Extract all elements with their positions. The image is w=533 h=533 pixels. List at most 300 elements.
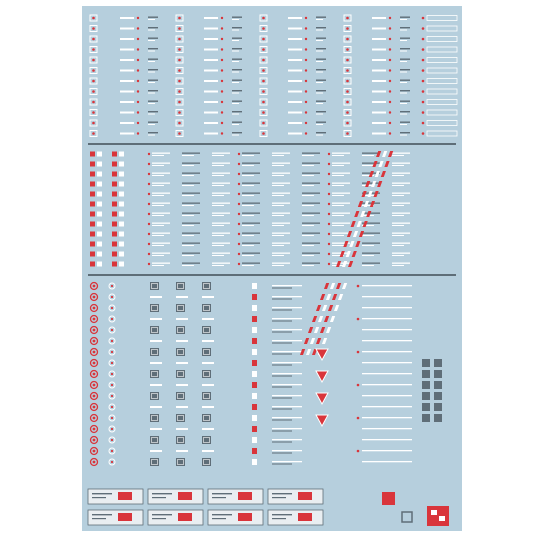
decal-text-line	[302, 175, 314, 176]
red-dot-icon	[92, 101, 95, 104]
red-tab-decal	[118, 513, 132, 521]
white-square-decal	[97, 202, 102, 207]
decal-text-line	[92, 493, 112, 494]
decal-text-line	[362, 406, 412, 407]
decal-text-line	[212, 195, 224, 196]
decal-text-line	[182, 263, 200, 264]
caution-stripe-icon	[367, 191, 372, 197]
red-tab-decal	[178, 492, 192, 500]
caution-stripe-icon	[355, 241, 360, 247]
red-square-decal	[90, 212, 95, 217]
decal-text-line	[148, 80, 158, 81]
decal-text-line	[272, 354, 292, 355]
decal-text-line	[400, 111, 410, 112]
red-square-decal	[90, 202, 95, 207]
decal-text-line	[302, 213, 320, 214]
red-dot-icon	[111, 329, 113, 331]
red-tab-decal	[298, 492, 312, 500]
red-dot-icon	[422, 80, 425, 83]
decal-text-line	[392, 215, 404, 216]
decal-text-line	[272, 173, 290, 174]
decal-text-line	[212, 253, 230, 254]
decal-text-line	[316, 72, 323, 73]
decal-text-line	[242, 215, 254, 216]
barcode-tag-icon	[422, 381, 430, 389]
red-tab-decal	[298, 513, 312, 521]
red-dot-icon	[346, 111, 349, 114]
red-dot-icon	[305, 17, 307, 19]
caution-stripe-icon	[304, 338, 309, 344]
decal-bar	[372, 91, 386, 93]
decal-text-line	[392, 255, 404, 256]
decal-text-line	[272, 384, 302, 385]
warning-triangle-icon	[316, 393, 328, 404]
decal-bar	[120, 17, 134, 19]
lower-decal-block	[91, 282, 443, 466]
caution-stripe-icon	[359, 231, 364, 237]
red-dot-icon	[238, 213, 240, 215]
decal-bar	[150, 384, 162, 386]
decal-text-line	[148, 124, 155, 125]
decal-text-line	[332, 163, 350, 164]
decal-text-line	[272, 417, 302, 418]
decal-text-line	[272, 343, 292, 344]
decal-text-line	[302, 225, 314, 226]
caution-stripe-icon	[364, 201, 369, 207]
caution-stripe-icon	[371, 181, 376, 187]
decal-text-line	[272, 225, 284, 226]
decal-bar	[120, 59, 134, 61]
decal-text-line	[302, 155, 314, 156]
red-dot-icon	[111, 439, 113, 441]
red-dot-icon	[148, 153, 150, 155]
red-dot-icon	[305, 69, 307, 71]
decal-text-line	[182, 215, 194, 216]
decal-text-line	[272, 321, 292, 322]
decal-text-line	[212, 518, 226, 519]
red-dot-icon	[328, 163, 330, 165]
decal-text-line	[302, 185, 314, 186]
white-square-decal	[119, 192, 124, 197]
decal-text-line	[362, 428, 412, 429]
decal-bar	[120, 70, 134, 72]
red-dot-icon	[262, 59, 265, 62]
red-dot-icon	[346, 59, 349, 62]
red-dot-icon	[111, 450, 113, 452]
red-dot-icon	[93, 340, 96, 343]
red-square-decal	[112, 252, 117, 257]
decal-text-line	[272, 265, 284, 266]
decal-text-line	[272, 409, 292, 410]
decal-text-line	[182, 195, 194, 196]
decal-text-line	[148, 61, 155, 62]
red-dot-icon	[262, 38, 265, 41]
decal-bar	[372, 112, 386, 114]
white-square-decal	[119, 252, 124, 257]
decal-text-line	[148, 135, 155, 136]
decal-text-line	[152, 245, 164, 246]
white-square-decal	[119, 182, 124, 187]
decal-text-line	[242, 225, 254, 226]
decal-text-line	[316, 114, 323, 115]
red-dot-icon	[137, 38, 139, 40]
decal-bar	[204, 17, 218, 19]
decal-bar	[120, 112, 134, 114]
red-dot-icon	[328, 193, 330, 195]
decal-text-line	[148, 40, 155, 41]
decal-bar	[202, 384, 214, 386]
caution-stripe-icon	[377, 181, 382, 187]
decal-text-line	[272, 185, 284, 186]
decal-text-line	[242, 193, 260, 194]
decal-text-line	[332, 215, 344, 216]
red-dot-icon	[148, 183, 150, 185]
red-square-decal	[90, 232, 95, 237]
red-dot-icon	[305, 90, 307, 92]
red-dot-icon	[137, 122, 139, 124]
caution-stripe-icon	[372, 161, 377, 167]
red-dot-icon	[262, 69, 265, 72]
decal-text-line	[232, 30, 239, 31]
decal-text-line	[392, 175, 404, 176]
red-dot-icon	[357, 351, 360, 354]
decal-bar	[288, 49, 302, 51]
red-dot-icon	[328, 263, 330, 265]
decal-text-line	[212, 215, 224, 216]
red-dot-icon	[238, 193, 240, 195]
decal-text-line	[400, 93, 407, 94]
decal-text-line	[148, 51, 155, 52]
decal-text-line	[272, 329, 302, 330]
barcode-tag-icon	[422, 403, 430, 411]
decal-text-line	[212, 165, 224, 166]
red-dot-icon	[137, 17, 139, 19]
decal-block	[252, 415, 257, 421]
red-dot-icon	[328, 253, 330, 255]
red-dot-icon	[221, 90, 223, 92]
decal-label-plate	[427, 79, 457, 84]
caution-stripe-icon	[316, 338, 321, 344]
decal-bar	[202, 340, 214, 342]
decal-text-line	[272, 215, 284, 216]
red-dot-icon	[93, 373, 96, 376]
barcode-tag-icon	[434, 381, 442, 389]
decal-block	[252, 327, 257, 333]
decal-text-line	[332, 193, 350, 194]
decal-bar	[288, 122, 302, 124]
decal-text-line	[212, 213, 230, 214]
decal-text-line	[212, 163, 230, 164]
decal-text-line	[400, 27, 410, 28]
decal-text-line	[212, 155, 224, 156]
decal-bar	[176, 428, 188, 430]
decal-text-line	[148, 30, 155, 31]
decal-text-line	[272, 453, 292, 454]
caution-stripe-icon	[338, 294, 343, 300]
logo-mark-icon	[402, 512, 412, 522]
red-dot-icon	[422, 111, 425, 114]
caution-stripe-icon	[326, 327, 331, 333]
red-dot-icon	[422, 90, 425, 93]
decal-text-line	[316, 93, 323, 94]
decal-label-plate	[427, 89, 457, 94]
decal-text-line	[400, 19, 407, 20]
warning-triangle-icon	[316, 415, 328, 426]
red-dot-icon	[389, 111, 391, 113]
decal-text-line	[392, 153, 410, 154]
red-dot-icon	[148, 233, 150, 235]
decal-bar	[372, 133, 386, 135]
decal-bar	[372, 17, 386, 19]
decal-text-line	[232, 135, 239, 136]
decal-text-line	[152, 493, 172, 494]
decal-text-line	[302, 243, 320, 244]
white-square-decal	[97, 262, 102, 267]
red-dot-icon	[111, 318, 113, 320]
decal-text-line	[302, 223, 320, 224]
decal-text-line	[272, 518, 286, 519]
decal-bar	[176, 296, 188, 298]
decal-text-line	[232, 48, 242, 49]
decal-text-line	[148, 82, 155, 83]
decal-text-line	[232, 90, 242, 91]
decal-text-line	[152, 155, 164, 156]
caution-stripe-icon	[342, 261, 347, 267]
red-dot-icon	[148, 173, 150, 175]
red-square-decal	[112, 192, 117, 197]
decal-text-line	[272, 205, 284, 206]
decal-bar	[202, 296, 214, 298]
decal-text-line	[272, 245, 284, 246]
caution-stripe-icon	[308, 327, 313, 333]
barcode-tag-icon	[422, 392, 430, 400]
decal-text-line	[212, 175, 224, 176]
decal-text-line	[272, 288, 292, 289]
decal-text-line	[148, 90, 158, 91]
decal-text-line	[272, 332, 292, 333]
decal-text-line	[400, 103, 407, 104]
decal-text-line	[148, 38, 158, 39]
decal-text-line	[272, 223, 290, 224]
decal-text-line	[362, 362, 412, 363]
red-dot-icon	[328, 243, 330, 245]
decal-label-plate	[427, 131, 457, 136]
decal-text-line	[232, 69, 242, 70]
decal-text-line	[242, 255, 254, 256]
decal-text-line	[272, 362, 302, 363]
decal-label-plate	[208, 489, 263, 504]
red-dot-icon	[305, 27, 307, 29]
decal-bar	[176, 318, 188, 320]
red-dot-icon	[422, 122, 425, 125]
red-dot-icon	[93, 285, 96, 288]
red-dot-icon	[422, 17, 425, 20]
decal-text-line	[392, 235, 404, 236]
red-square-decal	[112, 182, 117, 187]
decal-bar	[120, 80, 134, 82]
decal-text-line	[232, 38, 242, 39]
decal-bar	[204, 38, 218, 40]
red-dot-icon	[148, 203, 150, 205]
decal-text-line	[212, 173, 230, 174]
decal-text-line	[316, 61, 323, 62]
decal-text-line	[148, 93, 155, 94]
logo-mark-detail	[439, 516, 445, 521]
decal-text-line	[152, 173, 170, 174]
decal-text-line	[272, 243, 290, 244]
decal-text-line	[316, 135, 323, 136]
decal-text-line	[242, 175, 254, 176]
decal-bar	[288, 133, 302, 135]
red-dot-icon	[221, 101, 223, 103]
decal-text-line	[272, 307, 302, 308]
red-dot-icon	[328, 203, 330, 205]
decal-text-line	[242, 243, 260, 244]
decal-text-line	[392, 243, 410, 244]
caution-stripe-icon	[324, 283, 329, 289]
red-dot-icon	[178, 101, 181, 104]
red-square-decal	[90, 252, 95, 257]
decal-text-line	[302, 193, 320, 194]
decal-text-line	[362, 265, 374, 266]
caution-stripe-icon	[358, 201, 363, 207]
decal-text-line	[302, 183, 320, 184]
red-dot-icon	[148, 243, 150, 245]
red-dot-icon	[389, 101, 391, 103]
red-dot-icon	[221, 59, 223, 61]
red-dot-icon	[93, 384, 96, 387]
decal-text-line	[152, 195, 164, 196]
decal-text-line	[232, 61, 239, 62]
red-dot-icon	[93, 439, 96, 442]
decal-text-line	[212, 233, 230, 234]
red-dot-icon	[137, 90, 139, 92]
decal-text-line	[152, 215, 164, 216]
decal-text-line	[212, 497, 226, 498]
decal-text-line	[148, 72, 155, 73]
red-dot-icon	[305, 111, 307, 113]
decal-text-line	[212, 183, 230, 184]
decal-text-line	[272, 395, 302, 396]
red-square-decal	[112, 172, 117, 177]
decal-text-line	[362, 318, 412, 319]
caution-stripe-icon	[375, 171, 380, 177]
decal-text-line	[272, 255, 284, 256]
decal-text-line	[232, 17, 242, 18]
white-square-decal	[97, 252, 102, 257]
red-dot-icon	[137, 80, 139, 82]
bottom-decal-strip	[88, 489, 449, 526]
red-square-decal	[112, 242, 117, 247]
decal-bar	[288, 112, 302, 114]
red-dot-icon	[328, 153, 330, 155]
decal-label-plate	[427, 110, 457, 115]
white-square-decal	[97, 162, 102, 167]
red-dot-icon	[346, 48, 349, 51]
decal-text-line	[242, 165, 254, 166]
decal-text-line	[272, 431, 292, 432]
decal-bar	[204, 133, 218, 135]
caution-stripe-icon	[363, 221, 368, 227]
red-dot-icon	[346, 101, 349, 104]
caution-stripe-icon	[382, 151, 387, 157]
decal-text-line	[332, 153, 350, 154]
barcode-tag-icon	[434, 370, 442, 378]
red-dot-icon	[346, 69, 349, 72]
upper-decal-block	[90, 15, 457, 137]
decal-text-line	[232, 93, 239, 94]
caution-stripe-icon	[336, 261, 341, 267]
decal-text-line	[272, 253, 290, 254]
decal-text-line	[400, 132, 410, 133]
red-dot-icon	[238, 223, 240, 225]
red-dot-icon	[305, 38, 307, 40]
caution-stripe-icon	[353, 231, 358, 237]
caution-stripe-icon	[322, 305, 327, 311]
decal-text-line	[182, 265, 194, 266]
decal-text-line	[242, 183, 260, 184]
red-dot-icon	[238, 263, 240, 265]
decal-block	[252, 404, 257, 410]
decal-text-line	[242, 155, 254, 156]
decal-text-line	[152, 223, 170, 224]
decal-label-plate	[88, 489, 143, 504]
decal-text-line	[182, 233, 200, 234]
decal-text-line	[316, 19, 323, 20]
decal-text-line	[152, 255, 164, 256]
caution-stripe-icon	[316, 305, 321, 311]
decal-text-line	[242, 265, 254, 266]
red-dot-icon	[148, 253, 150, 255]
decal-text-line	[212, 153, 230, 154]
decal-label-plate	[208, 510, 263, 525]
decal-text-line	[362, 329, 412, 330]
decal-text-line	[148, 103, 155, 104]
decal-text-line	[332, 183, 350, 184]
decal-text-line	[272, 193, 290, 194]
red-dot-icon	[111, 428, 113, 430]
decal-text-line	[316, 38, 326, 39]
decal-bar	[372, 28, 386, 30]
decal-bar	[202, 318, 214, 320]
decal-text-line	[392, 205, 404, 206]
decal-text-line	[182, 225, 194, 226]
decal-text-line	[302, 265, 314, 266]
red-dot-icon	[389, 122, 391, 124]
decal-text-line	[182, 245, 194, 246]
caution-stripe-icon	[330, 316, 335, 322]
decal-text-line	[302, 173, 320, 174]
red-tab-decal	[118, 492, 132, 500]
decal-block	[252, 437, 257, 443]
red-tab-decal	[178, 513, 192, 521]
decal-bar	[372, 59, 386, 61]
red-dot-icon	[93, 307, 96, 310]
decal-text-line	[92, 514, 112, 515]
decal-text-line	[272, 163, 290, 164]
red-dot-icon	[238, 173, 240, 175]
decal-text-line	[272, 285, 302, 286]
caution-stripe-icon	[361, 191, 366, 197]
decal-text-line	[152, 165, 164, 166]
red-dot-icon	[92, 27, 95, 30]
decal-bar	[372, 38, 386, 40]
decal-text-line	[400, 17, 410, 18]
decal-bar	[372, 70, 386, 72]
red-dot-icon	[111, 395, 113, 397]
red-dot-icon	[93, 362, 96, 365]
decal-text-line	[232, 101, 242, 102]
